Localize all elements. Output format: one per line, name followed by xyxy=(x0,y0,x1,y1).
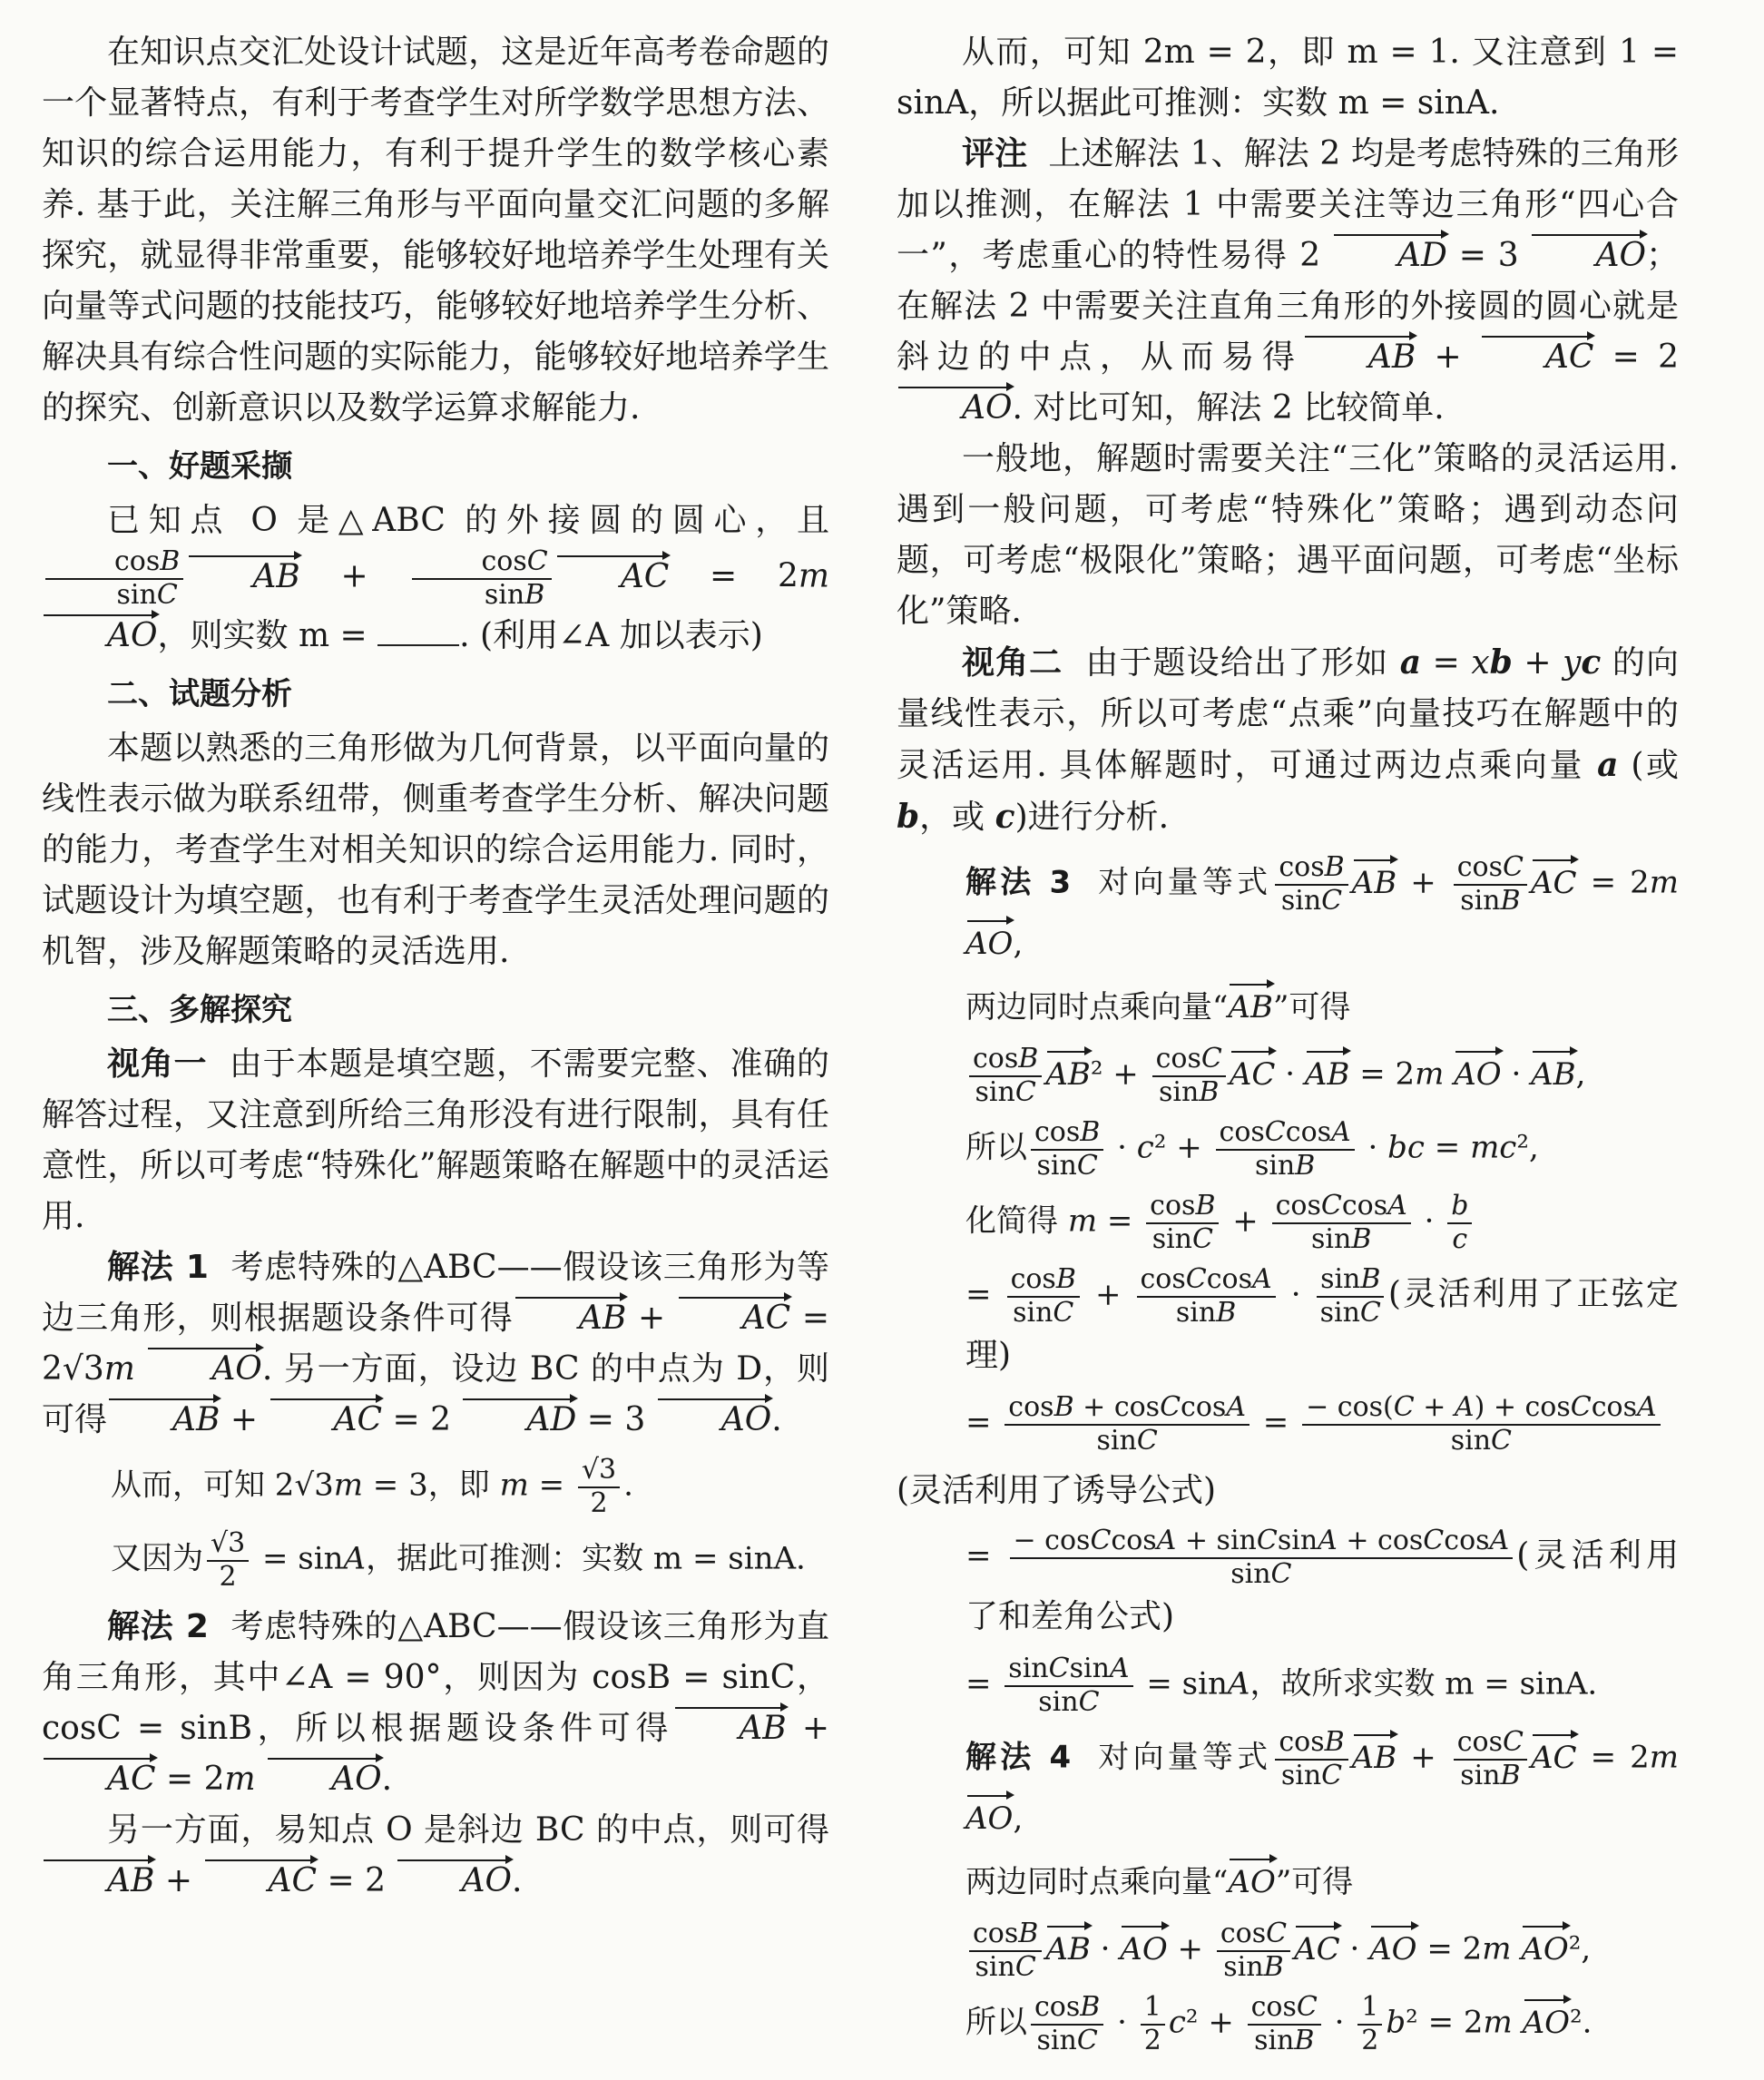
solution3-eq5: = $\frac{\text{cosB + cosCcosA}}{\sin C}$ = $\frac{\text{− cos(C + A) + cosCcosA}}{\sin C}$ xyxy=(897,1392,1679,1457)
solution1-paragraph: 解法 1 考虑特殊的△ABC——假设该三角形为等边三角形，则根据题设条件可得 AB + AC = 2√3m AO. 另一方面，设边 BC 的中点为 D，则可得 AB + AC = 2 AD = 3 AO. xyxy=(42,1242,829,1446)
problem-statement: 已知点 O 是△ABC 的外接圆的圆心，且 $\frac{\cos B}{\sin C}$ AB + $\frac{\cos C}{\sin B}$ AC = 2m AO，则实数 m = . (利用∠A 加以表示) xyxy=(42,495,829,662)
solution3-start: 解法 3 对向量等式 $\frac{\cos B}{\sin C}$ AB + $\frac{\cos C}{\sin B}$ AC = 2m AO, xyxy=(897,852,1679,971)
solution3-eq2: 所以 $\frac{\cos B}{\sin C}$ · c² + $\frac{\text{cosCcosA}}{\sin B}$ · bc = mc², xyxy=(965,1116,1539,1182)
solution4-eq1: $\frac{\cos B}{\sin C}$ AB · AO + $\frac{\cos C}{\sin B}$ AC · AO = 2m AO², xyxy=(897,1918,1679,1983)
remark-paragraph: 评注 上述解法 1、解法 2 均是考虑特殊的三角形加以推测，在解法 1 中需要关注等边三角形“四心合一”，考虑重心的特性易得 2 AD = 3 AO；在解法 2 中需要关注直角三角形的外接圆的圆心就是斜边的中点，从而易得 AB + AC = 2 AO. 对比可知，解法 2 比较简单. xyxy=(897,129,1679,434)
solution3-dot-ab: 两边同时点乘向量“AB”可得 xyxy=(897,980,1679,1035)
answer-blank xyxy=(377,613,459,646)
solution3-eq6: = $\frac{\text{− cosCcosA + sinCsinA + cosCcosA}}{\sin C}$ (灵活利用了和差角公式) xyxy=(965,1525,1680,1635)
solution2-continue: 另一方面，易知点 O 是斜边 BC 的中点，则可得 AB + AC = 2 AO. xyxy=(42,1805,829,1907)
section-heading-3: 三、多解探究 xyxy=(107,992,292,1028)
solution3-eq3: 化简得 m = $\frac{\cos B}{\sin C}$ + $\frac{\text{cosCcosA}}{\sin B}$ · $\frac{b}{c}$ xyxy=(897,1191,1679,1255)
solution4-eq2: 所以 $\frac{\cos B}{\sin C}$ · $\frac{1}{2}$ c² + $\frac{\cos C}{\sin B}$ · $\frac{1}{2}$ b² = 2m AO². xyxy=(965,1991,1592,2056)
left-column xyxy=(42,27,829,1907)
section-heading-2: 二、试题分析 xyxy=(107,676,292,712)
solution4-dot-ao: 两边同时点乘向量“AO”可得 xyxy=(897,1855,1679,1909)
solution2-paragraph: 解法 2 考虑特殊的△ABC——假设该三角形为直角三角形，其中∠A = 90°，则因为 cosB = sinC，cosC = sinB，所以根据题设条件可得 AB + AC = 2m AO. xyxy=(42,1602,829,1805)
right-column xyxy=(897,27,1679,2065)
intro-paragraph: 在知识点交汇处设计试题，这是近年高考卷命题的一个显著特点，有利于考查学生对所学数学思想方法、知识的综合运用能力，有利于提升学生的数学核心素养. 基于此，关注解三角形与平面向量交汇问题的多解探究，就显得非常重要，能够较好地培养学生处理有关向量等式问题的技能技巧，能够较好地培养学生分析、解决具有综合性问题的实际能力，能够较好地培养学生的探究、创新意识以及数学运算求解能力. xyxy=(42,34,829,427)
solution1-result: 从而，可知 2√3m = 3，即 m = $\frac{√3}{2}$ . xyxy=(111,1454,633,1519)
solution3-eq7: = $\frac{\text{sinCsinA}}{\sin C}$ = sinA，故所求实数 m = sinA. xyxy=(965,1653,1598,1718)
view1-paragraph: 视角一 由于本题是填空题，不需要完整、准确的解答过程，又注意到所给三角形没有进行限制，具有任意性，所以可考虑“特殊化”解题策略在解题中的灵活运用. xyxy=(42,1045,829,1235)
solution4-start: 解法 4 对向量等式 $\frac{\cos B}{\sin C}$ AB + $\frac{\cos C}{\sin B}$ AC = 2m AO, xyxy=(897,1727,1679,1846)
analysis-paragraph: 本题以熟悉的三角形做为几何背景，以平面向量的线性表示做为联系纽带，侧重考查学生分析、解决问题的能力，考查学生对相关知识的综合运用能力. 同时，试题设计为填空题，也有利于考查学生灵活处理问题的机智，涉及解题策略的灵活选用. xyxy=(42,730,829,970)
solution3-note-induce: (灵活利用了诱导公式) xyxy=(897,1472,1217,1509)
solution2-result: 从而，可知 2m = 2，即 m = 1. 又注意到 1 = sinA，所以据此可推测：实数 m = sinA. xyxy=(897,34,1679,122)
solution3-eq1: $\frac{\cos B}{\sin C}$ AB² + $\frac{\cos C}{\sin B}$ AC · AB = 2m AO · AB, xyxy=(897,1044,1679,1108)
general-strategy-paragraph: 一般地，解题时需要关注“三化”策略的灵活运用. 遇到一般问题，可考虑“特殊化”策略；遇到动态问题，可考虑“极限化”策略；遇平面问题，可考虑“坐标化”策略. xyxy=(897,440,1679,630)
solution1-conclusion: 又因为 $\frac{√3}{2}$ = sinA，据此可推测：实数 m = sinA. xyxy=(111,1527,806,1593)
solution3-eq4: = $\frac{\cos B}{\sin C}$ + $\frac{\text{cosCcosA}}{\sin B}$ · $\frac{\sin B}{\sin C}$ (灵活利用了正弦定理) xyxy=(965,1263,1679,1374)
section-heading-1: 一、好题采撷 xyxy=(107,448,292,485)
view2-paragraph: 视角二 由于题设给出了形如 a = xb + yc 的向量线性表示，所以可考虑“点乘”向量技巧在解题中的灵活运用. 具体解题时，可通过两边点乘向量 a (或 b，或 c)进行分析. xyxy=(897,643,1680,836)
